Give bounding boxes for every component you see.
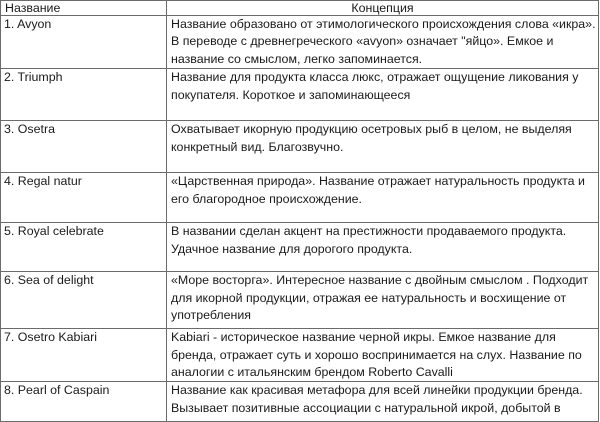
header-concept: Концепция [167,1,599,16]
table-row [1,272,599,329]
table-row [1,69,599,121]
row-concept: Название для продукта класса люкс, отражает ощущение ликования у покупателя. Короткое и запоминающееся [167,69,599,121]
table-row [1,16,599,69]
row-name: 2. Triumph [1,69,167,121]
row-concept: «Море восторга». Интересное название с двойным смыслом . Подходит для икорной продукции, отражая ее натуральность и восхищение от употребления [167,272,599,329]
row-concept: Название образовано от этимологического происхождения слова «икра». В переводе с древнегреческого «avyon» означает "яйцо». Емкое и название со смыслом, легко запоминается. [167,16,599,69]
table-row [1,329,599,382]
row-concept: Охватывает икорную продукцию осетровых рыб в целом, не выделяя конкретный вид. Благозвучно. [167,121,599,173]
row-concept: Название как красивая метафора для всей линейки продукции бренда. Вызывает позитивные ассоциации с натуральной икрой, добытой в [167,382,599,422]
row-name: 3. Osetra [1,121,167,173]
row-concept: Kabiari - историческое название черной икры. Емкое название для бренда, отражает суть и хорошо воспринимается на слух. Название по аналогии с итальянским брендом Roberto Cavalli [167,329,599,382]
row-name: 6. Sea of delight [1,272,167,329]
row-name: 5. Royal celebrate [1,223,167,272]
row-concept: В названии сделан акцент на престижности продаваемого продукта. Удачное название для дорогого продукта. [167,223,599,272]
table-row [1,173,599,223]
table-row [1,382,599,422]
row-name: 1. Avyon [1,16,167,69]
row-concept: «Царственная природа». Название отражает натуральность продукта и его благородное происхождение. [167,173,599,223]
header-name: Название [1,1,167,16]
table-header-row [1,1,599,16]
row-name: 4. Regal natur [1,173,167,223]
table-row [1,121,599,173]
row-name: 8. Pearl of Caspain [1,382,167,422]
row-name: 7. Osetro Kabiari [1,329,167,382]
table-row [1,223,599,272]
